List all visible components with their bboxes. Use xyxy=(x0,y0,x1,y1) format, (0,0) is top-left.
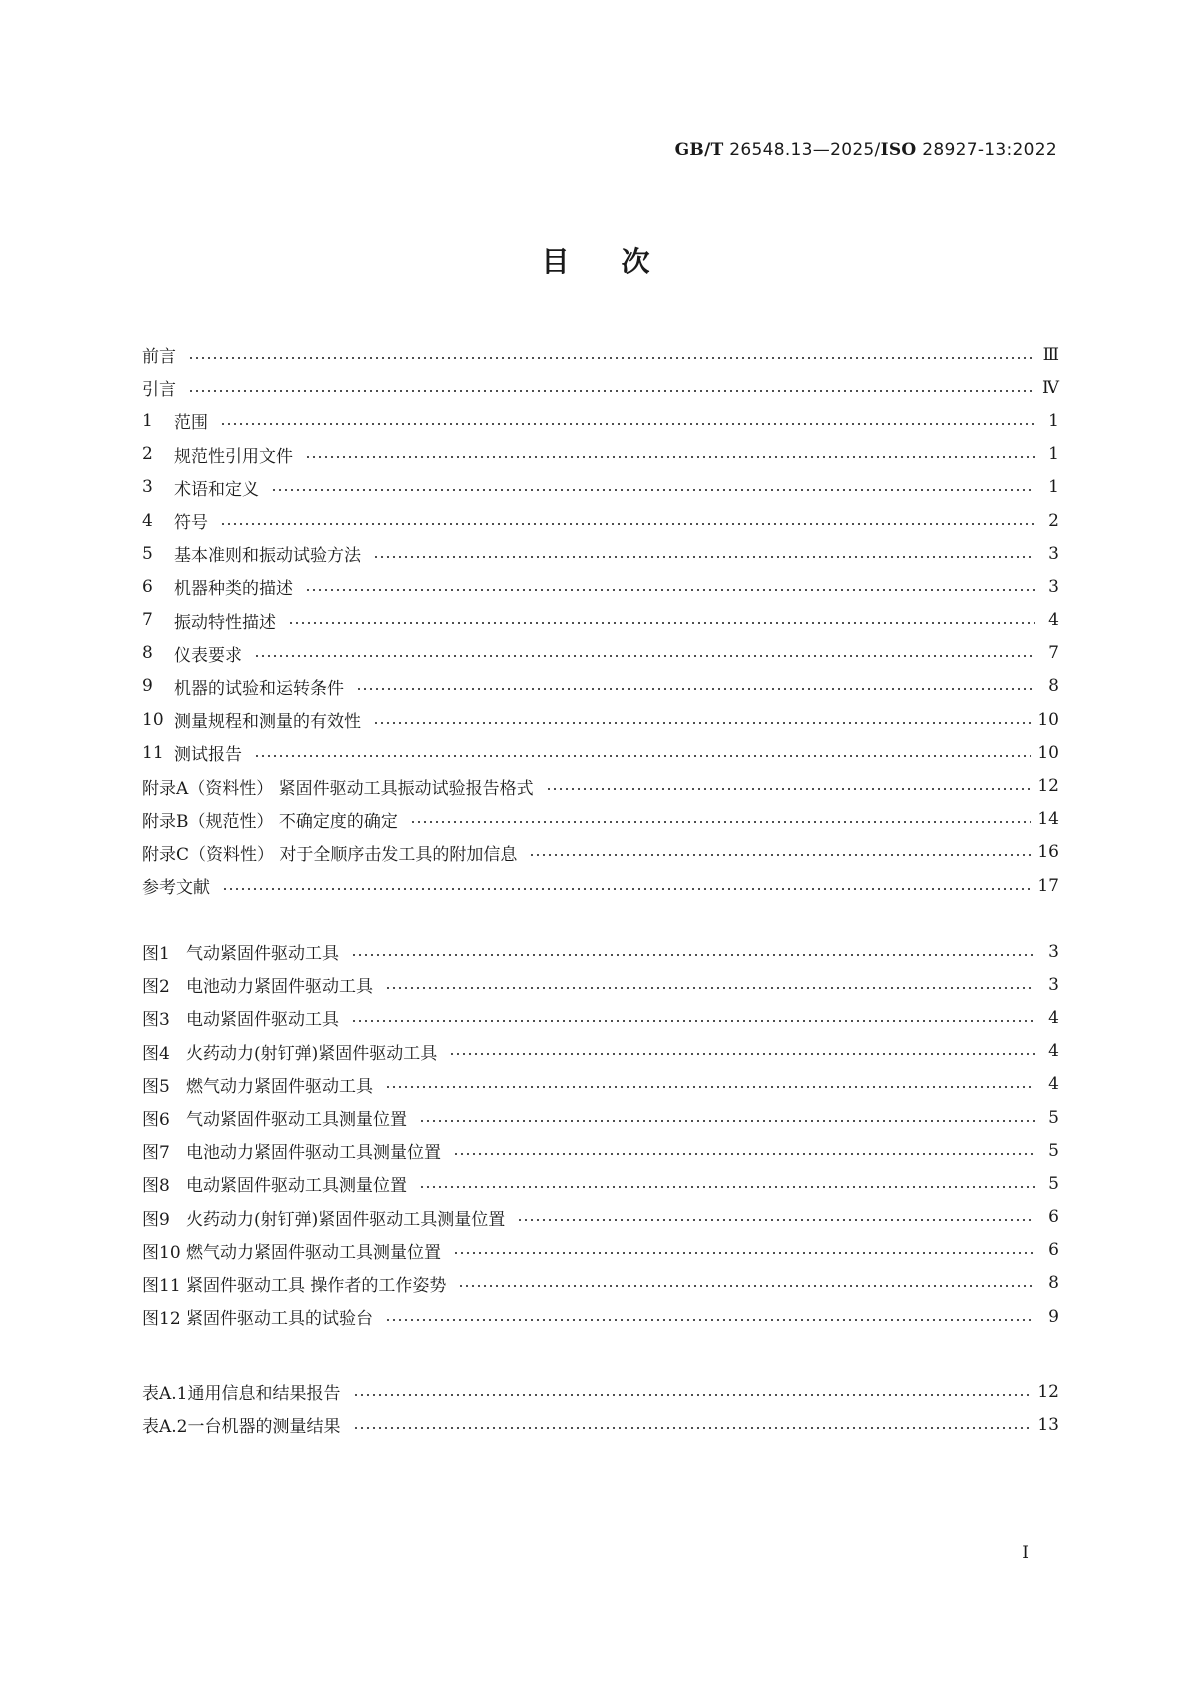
dot-leader xyxy=(449,1052,1035,1056)
dot-leader xyxy=(453,1152,1035,1156)
dot-leader xyxy=(220,422,1035,426)
toc-entry[interactable] xyxy=(142,338,1059,371)
toc-entry-page: 4 xyxy=(1048,610,1059,631)
toc-entry-number: 10 xyxy=(142,709,164,730)
toc-entry[interactable] xyxy=(142,1068,1059,1101)
toc-entry-page: 6 xyxy=(1048,1240,1059,1261)
toc-entry-label: 一台机器的测量结果 xyxy=(187,1417,341,1438)
toc-entry-number: 3 xyxy=(142,477,153,498)
toc-entry-label: 参考文献 xyxy=(142,878,210,899)
toc-tables xyxy=(142,1375,1059,1441)
toc-entry[interactable] xyxy=(142,803,1059,836)
toc-entry-label: 电池动力紧固件驱动工具 xyxy=(186,977,373,998)
toc-entry-number: 4 xyxy=(142,510,153,531)
toc-entry-page: 6 xyxy=(1048,1207,1059,1228)
toc-entry[interactable] xyxy=(142,1035,1059,1068)
toc-entry[interactable] xyxy=(142,371,1059,404)
toc-entry-label: 振动特性描述 xyxy=(174,612,276,633)
toc-entry[interactable] xyxy=(142,703,1059,736)
toc-entry-page: 1 xyxy=(1048,444,1059,465)
toc-entry-label: 前言 xyxy=(142,347,176,368)
toc-entry-page: 10 xyxy=(1037,709,1059,730)
toc-entry-page: 4 xyxy=(1048,1041,1059,1062)
toc-entry-page: 3 xyxy=(1048,543,1059,564)
toc-entry-label: 燃气动力紧固件驱动工具 xyxy=(186,1076,373,1097)
toc-entry-number: 2 xyxy=(142,444,153,465)
dot-leader xyxy=(373,721,1031,725)
toc-entry-label: 电池动力紧固件驱动工具测量位置 xyxy=(186,1143,441,1164)
dot-leader xyxy=(288,621,1035,625)
toc-entry-page: Ⅲ xyxy=(1042,344,1059,365)
dot-leader xyxy=(220,522,1035,526)
toc-entry[interactable] xyxy=(142,1167,1059,1200)
toc-entry-number: 图7 xyxy=(142,1143,170,1164)
toc-entry[interactable] xyxy=(142,504,1059,537)
toc-entry-page: 4 xyxy=(1048,1007,1059,1028)
toc-entry[interactable] xyxy=(142,736,1059,769)
toc-entry-page: 5 xyxy=(1048,1173,1059,1194)
toc-entry-number: 图8 xyxy=(142,1176,170,1197)
dot-leader xyxy=(529,853,1031,857)
dot-leader xyxy=(353,1426,1032,1430)
toc-entry-page: 3 xyxy=(1048,974,1059,995)
toc-entry-number: 表A.1 xyxy=(142,1384,188,1405)
dot-leader xyxy=(353,1393,1032,1397)
toc-entry-page: 10 xyxy=(1037,742,1059,763)
toc-entry-label: 通用信息和结果报告 xyxy=(187,1384,341,1405)
dot-leader xyxy=(351,953,1035,957)
toc-entry-number: 图1 xyxy=(142,944,170,965)
toc-entry[interactable] xyxy=(142,1375,1059,1408)
standard-iso: ISO xyxy=(880,140,917,160)
toc-entry-number: 图6 xyxy=(142,1110,170,1131)
toc-entry-page: 2 xyxy=(1048,510,1059,531)
toc-entry-label: 机器种类的描述 xyxy=(174,579,293,600)
toc-figures xyxy=(142,935,1059,1333)
toc-entry-page: 7 xyxy=(1048,643,1059,664)
dot-leader xyxy=(254,654,1035,658)
toc-entry-page: 12 xyxy=(1037,1381,1059,1402)
toc-entry-label: 机器的试验和运转条件 xyxy=(174,678,344,699)
page-title: 目次 xyxy=(541,245,702,278)
dot-leader xyxy=(458,1284,1035,1288)
dot-leader xyxy=(351,1019,1035,1023)
toc-entry[interactable] xyxy=(142,537,1059,570)
toc-entry-number: 6 xyxy=(142,576,153,597)
toc-entry[interactable] xyxy=(142,604,1059,637)
dot-leader xyxy=(305,455,1035,459)
standard-iso-no: 28927-13:2022 xyxy=(922,140,1057,160)
toc-entry-number: 1 xyxy=(142,410,153,431)
toc-entry-label: 范围 xyxy=(174,413,208,434)
toc-entry-page: 17 xyxy=(1037,875,1059,896)
dot-leader xyxy=(419,1119,1035,1123)
toc-entry-label: 基本准则和振动试验方法 xyxy=(174,546,361,567)
toc-entry-label: 测试报告 xyxy=(174,745,242,766)
toc-entry-label: 火药动力(射钉弹)紧固件驱动工具测量位置 xyxy=(186,1209,506,1230)
dot-leader xyxy=(305,588,1035,592)
dot-leader xyxy=(188,389,1035,393)
toc-entry-page: 8 xyxy=(1048,1273,1059,1294)
dot-leader xyxy=(453,1251,1035,1255)
toc-entry-number: 图9 xyxy=(142,1209,170,1230)
dot-leader xyxy=(222,887,1031,891)
toc-entry-number: 图10 xyxy=(142,1242,181,1263)
toc-entry-page: 8 xyxy=(1048,676,1059,697)
toc-entry[interactable] xyxy=(142,1134,1059,1167)
dot-leader xyxy=(385,1085,1035,1089)
toc-entry-number: 图2 xyxy=(142,977,170,998)
toc-entry[interactable] xyxy=(142,471,1059,504)
toc-entry-page: 12 xyxy=(1037,776,1059,797)
toc-entry-label: 附录C（资料性） 对于全顺序击发工具的附加信息 xyxy=(142,844,518,865)
toc-entry[interactable] xyxy=(142,836,1059,869)
toc-entry-label: 符号 xyxy=(174,513,208,534)
dot-leader xyxy=(271,488,1035,492)
toc-entry-label: 仪表要求 xyxy=(174,645,242,666)
toc-entry[interactable] xyxy=(142,637,1059,670)
dot-leader xyxy=(419,1185,1035,1189)
toc-entry[interactable] xyxy=(142,1101,1059,1134)
toc-entry-label: 规范性引用文件 xyxy=(174,446,293,467)
toc-entry-page: 5 xyxy=(1048,1140,1059,1161)
dot-leader xyxy=(410,820,1031,824)
toc-entry-page: 1 xyxy=(1048,477,1059,498)
toc-entry-label: 气动紧固件驱动工具测量位置 xyxy=(186,1110,407,1131)
toc-entry[interactable] xyxy=(142,1300,1059,1333)
toc-entry-page: 14 xyxy=(1037,809,1059,830)
toc-entry-page: 16 xyxy=(1037,842,1059,863)
toc-entry[interactable] xyxy=(142,404,1059,437)
standard-gb: GB/T xyxy=(674,140,724,160)
toc-entry-page: 3 xyxy=(1048,576,1059,597)
toc-entry[interactable] xyxy=(142,769,1059,802)
toc-entry-label: 引言 xyxy=(142,380,176,401)
toc-entry-label: 附录A（资料性） 紧固件驱动工具振动试验报告格式 xyxy=(142,778,534,799)
toc-entry-number: 11 xyxy=(142,742,164,763)
toc-entry-label: 紧固件驱动工具的试验台 xyxy=(186,1309,373,1330)
toc-entry-label: 气动紧固件驱动工具 xyxy=(186,944,339,965)
toc-entry-page: 5 xyxy=(1048,1107,1059,1128)
toc-entry[interactable] xyxy=(142,570,1059,603)
toc-entry-page: 1 xyxy=(1048,410,1059,431)
toc-entry-number: 图5 xyxy=(142,1076,170,1097)
toc-entry[interactable] xyxy=(142,1408,1059,1441)
dot-leader xyxy=(254,754,1031,758)
standard-gb-no: 26548.13—2025/ xyxy=(729,140,881,160)
toc-entry-label: 附录B（规范性） 不确定度的确定 xyxy=(142,811,398,832)
toc-entry-number: 9 xyxy=(142,676,153,697)
toc-entry-number: 5 xyxy=(142,543,153,564)
toc-entry[interactable] xyxy=(142,1001,1059,1034)
toc-entry-page: Ⅳ xyxy=(1042,377,1059,398)
toc-main xyxy=(142,338,1059,902)
toc-entry[interactable] xyxy=(142,968,1059,1001)
dot-leader xyxy=(356,687,1035,691)
dot-leader xyxy=(385,986,1035,990)
page-number: I xyxy=(1022,1543,1029,1563)
toc-entry-page: 13 xyxy=(1037,1414,1059,1435)
toc-entry-page: 9 xyxy=(1048,1306,1059,1327)
toc-entry-number: 图12 xyxy=(142,1309,181,1330)
dot-leader xyxy=(385,1318,1035,1322)
dot-leader xyxy=(517,1218,1035,1222)
toc-entry[interactable] xyxy=(142,869,1059,902)
toc-entry-page: 4 xyxy=(1048,1074,1059,1095)
toc-entry-label: 紧固件驱动工具 操作者的工作姿势 xyxy=(186,1275,447,1296)
toc-entry-label: 燃气动力紧固件驱动工具测量位置 xyxy=(186,1242,441,1263)
toc-entry-number: 图11 xyxy=(142,1275,181,1296)
toc-entry[interactable] xyxy=(142,1234,1059,1267)
toc-entry-number: 图3 xyxy=(142,1010,170,1031)
toc-entry[interactable] xyxy=(142,1201,1059,1234)
toc-entry-number: 表A.2 xyxy=(142,1417,188,1438)
toc-entry-page: 3 xyxy=(1048,941,1059,962)
toc-entry[interactable] xyxy=(142,670,1059,703)
dot-leader xyxy=(546,787,1032,791)
toc-entry[interactable] xyxy=(142,1267,1059,1300)
toc-entry-number: 图4 xyxy=(142,1043,170,1064)
toc-entry-number: 8 xyxy=(142,643,153,664)
dot-leader xyxy=(373,555,1035,559)
toc-entry-number: 7 xyxy=(142,610,153,631)
toc-entry[interactable] xyxy=(142,438,1059,471)
toc-entry[interactable] xyxy=(142,935,1059,968)
toc-entry-label: 电动紧固件驱动工具 xyxy=(186,1010,339,1031)
toc-entry-label: 电动紧固件驱动工具测量位置 xyxy=(186,1176,407,1197)
dot-leader xyxy=(188,356,1035,360)
toc-entry-label: 火药动力(射钉弹)紧固件驱动工具 xyxy=(186,1043,438,1064)
toc-entry-label: 测量规程和测量的有效性 xyxy=(174,712,361,733)
standard-number xyxy=(675,140,1057,160)
toc-entry-label: 术语和定义 xyxy=(174,479,259,500)
